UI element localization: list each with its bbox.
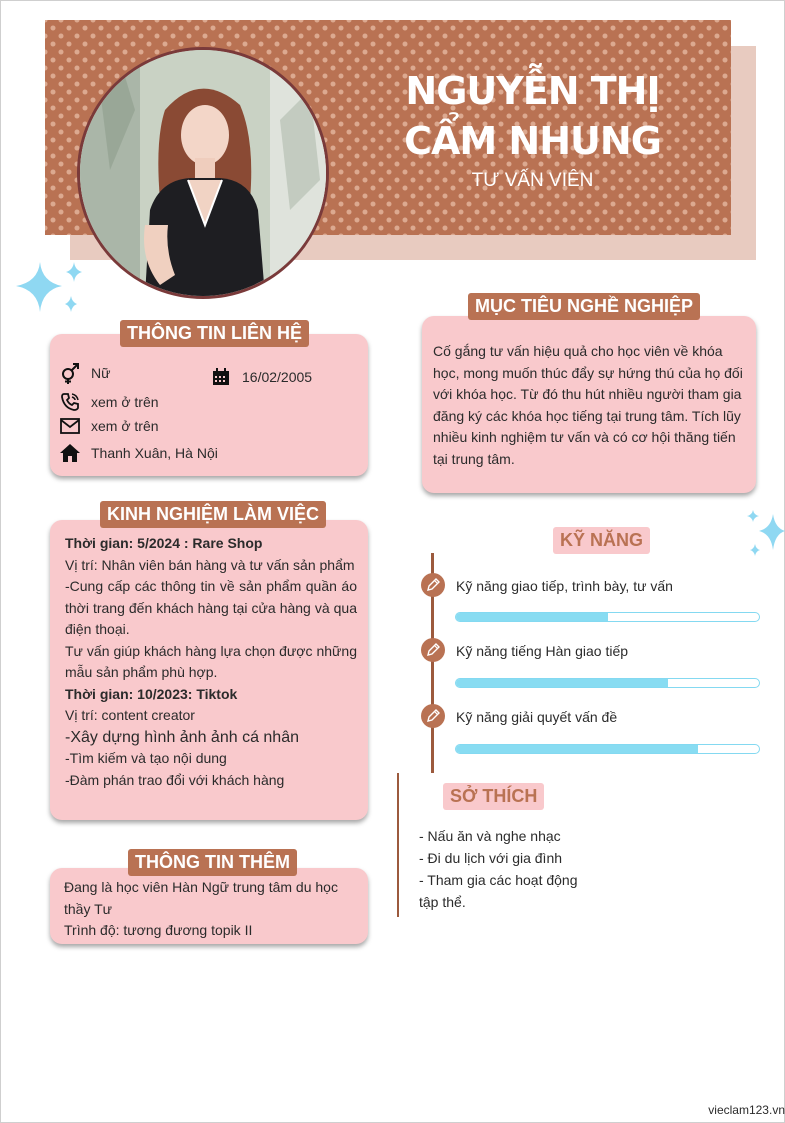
email-icon	[59, 415, 81, 437]
job2-task: -Xây dựng hình ảnh ảnh cá nhân	[65, 728, 299, 746]
gender-value: Nữ	[91, 365, 111, 381]
calendar-icon	[210, 366, 232, 388]
extra-line: Đang là học viên Hàn Ngữ trung tâm du học thầy Tư	[64, 879, 338, 917]
job2-heading: Thời gian: 10/2023: Tiktok	[65, 685, 238, 702]
sparkle-icon	[745, 510, 785, 558]
contact-birthday	[210, 366, 312, 388]
skill-bar	[455, 612, 760, 622]
birthday-value: 16/02/2005	[242, 369, 313, 385]
extra-title: THÔNG TIN THÊM	[128, 849, 297, 876]
skills-title: KỸ NĂNG	[553, 527, 650, 554]
hobby-item: - Đi du lịch với gia đình	[419, 850, 563, 866]
email-value: xem ở trên	[91, 418, 159, 434]
hobby-item: - Nấu ăn và nghe nhạc	[419, 828, 561, 844]
hobby-item: - Tham gia các hoạt động tập thể.	[419, 872, 578, 910]
contact-title: THÔNG TIN LIÊN HỆ	[120, 320, 309, 347]
contact-gender	[59, 362, 110, 384]
home-icon	[59, 442, 81, 464]
pencil-icon	[421, 573, 445, 597]
job2-task: -Tìm kiếm và tạo nội dung	[65, 750, 227, 766]
candidate-name: NGUYỄN THỊ CẨM NHUNG	[404, 69, 661, 163]
contact-address	[59, 442, 218, 464]
job1-position: Vị trí: Nhân viên bán hàng và tư vấn sản phẩm	[65, 556, 355, 573]
extra-content	[64, 877, 358, 942]
skill-bar-fill	[456, 679, 668, 687]
phone-icon	[59, 391, 81, 413]
avatar	[77, 47, 329, 299]
job1-heading: Thời gian: 5/2024 : Rare Shop	[65, 535, 263, 551]
skill-label: Kỹ năng giải quyết vấn đề	[456, 709, 618, 725]
hobbies-divider	[397, 773, 399, 917]
hobbies-title: SỞ THÍCH	[443, 783, 544, 810]
skill-bar-fill	[456, 745, 698, 753]
sparkle-icon	[14, 260, 86, 320]
skill-label: Kỹ năng tiếng Hàn giao tiếp	[456, 643, 629, 659]
job1-task: Tư vấn giúp khách hàng lựa chọn được những mẫu sản phẩm phù hợp.	[65, 642, 357, 680]
job1-task: -Cung cấp các thông tin về sản phẩm quần áo thời trang đến khách hàng tại cửa hàng và qua điện thoại.	[65, 578, 357, 637]
objective-text: Cố gắng tư vấn hiệu quả cho học viên về khóa học, mong muốn thúc đẩy sự hứng thú của họ đối với khóa học. Từ đó thu hút nhiều người tham gia đăng ký các khóa học tiếng tại trung tâm. Tích lũy nhiều kinh nghiệm tư vấn và có cơ hội thăng tiến tại trung tâm.	[433, 343, 743, 467]
job-title: TƯ VẤN VIÊN	[471, 170, 594, 191]
objective-title: MỤC TIÊU NGHỀ NGHIỆP	[468, 293, 700, 320]
pencil-icon	[421, 638, 445, 662]
footer-watermark: vieclam123.vn	[708, 1103, 785, 1117]
skill-label: Kỹ năng giao tiếp, trình bày, tư vấn	[456, 578, 673, 594]
skill-bar	[455, 744, 760, 754]
experience-content	[65, 533, 357, 791]
gender-icon	[59, 362, 81, 384]
extra-line: Trình độ: tương đương topik II	[64, 922, 253, 939]
contact-email	[59, 415, 159, 437]
hobbies-list	[419, 825, 579, 913]
address-value: Thanh Xuân, Hà Nội	[91, 445, 218, 461]
phone-value: xem ở trên	[91, 394, 159, 410]
job2-task: -Đàm phán trao đổi với khách hàng	[65, 771, 285, 788]
skill-bar	[455, 678, 760, 688]
skill-bar-fill	[456, 613, 608, 621]
experience-title: KINH NGHIỆM LÀM VIỆC	[100, 501, 326, 528]
contact-phone	[59, 391, 159, 413]
pencil-icon	[421, 704, 445, 728]
job2-position: Vị trí: content creator	[65, 707, 195, 723]
